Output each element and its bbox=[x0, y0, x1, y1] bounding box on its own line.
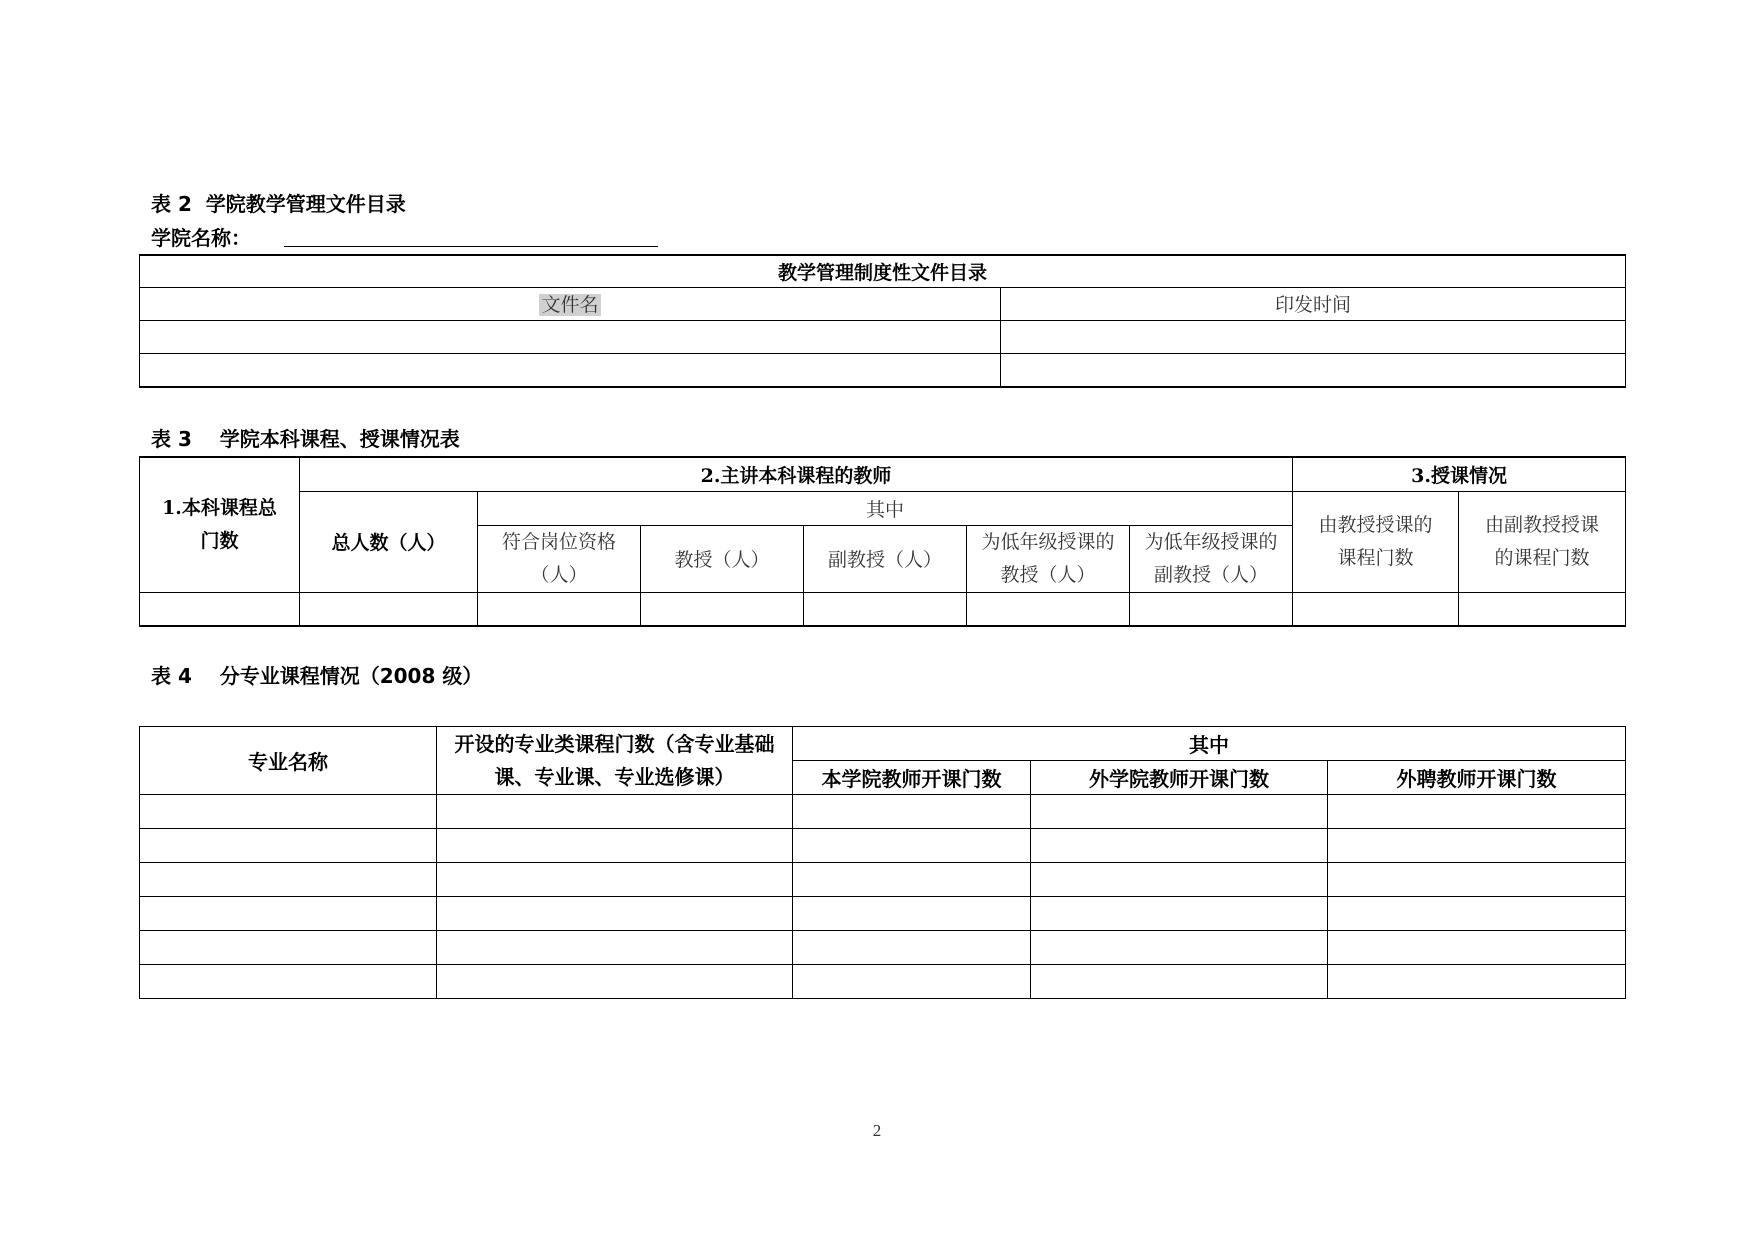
table4-major-courses bbox=[139, 726, 1626, 999]
table-cell[interactable] bbox=[1328, 965, 1626, 999]
table-row bbox=[140, 897, 1626, 931]
college-name-label: 学院名称： bbox=[151, 226, 251, 250]
table-cell[interactable] bbox=[793, 965, 1031, 999]
table-cell[interactable] bbox=[793, 931, 1031, 965]
table-cell[interactable] bbox=[1328, 931, 1626, 965]
header-courses-by-prof: 由教授授课的课程门数 bbox=[1293, 491, 1459, 592]
table-cell[interactable] bbox=[793, 897, 1031, 931]
table2-heading: 表 2 学院教学管理文件目录 bbox=[151, 192, 406, 216]
table-cell[interactable] bbox=[1001, 320, 1626, 353]
table-cell[interactable] bbox=[641, 592, 804, 626]
table-cell[interactable] bbox=[437, 931, 793, 965]
table-cell[interactable] bbox=[437, 795, 793, 829]
header-assoc-professor: 副教授（人） bbox=[804, 525, 967, 592]
header-courses-by-assoc: 由副教授授课的课程门数 bbox=[1459, 491, 1626, 592]
table-cell[interactable] bbox=[1328, 897, 1626, 931]
table-cell[interactable] bbox=[1328, 795, 1626, 829]
header-courses-offered: 开设的专业类课程门数（含专业基础课、专业课、专业选修课） bbox=[437, 727, 793, 795]
table-row bbox=[140, 320, 1626, 353]
table-row bbox=[140, 965, 1626, 999]
table-cell[interactable] bbox=[1031, 965, 1328, 999]
table3-heading: 表 3 学院本科课程、授课情况表 bbox=[151, 427, 460, 451]
table-row bbox=[140, 795, 1626, 829]
header-prof-lower-grade: 为低年级授课的教授（人） bbox=[967, 525, 1130, 592]
header-file-name bbox=[140, 287, 1001, 320]
table-cell[interactable] bbox=[437, 829, 793, 863]
table-cell[interactable] bbox=[437, 863, 793, 897]
header-other-college: 外学院教师开课门数 bbox=[1031, 761, 1328, 795]
table-cell[interactable] bbox=[140, 863, 437, 897]
header-teaching-group: 3.授课情况 bbox=[1293, 457, 1626, 491]
table-cell[interactable] bbox=[437, 897, 793, 931]
table-cell[interactable] bbox=[140, 897, 437, 931]
table4-heading: 表 4 分专业课程情况（2008 级） bbox=[151, 664, 483, 688]
header-teachers-group: 2.主讲本科课程的教师 bbox=[300, 457, 1293, 491]
table-cell[interactable] bbox=[1031, 931, 1328, 965]
page-number: 2 bbox=[872, 1121, 882, 1140]
table-row bbox=[140, 863, 1626, 897]
table-cell[interactable] bbox=[140, 353, 1001, 387]
table-cell[interactable] bbox=[140, 829, 437, 863]
table-cell[interactable] bbox=[967, 592, 1130, 626]
college-name-field[interactable] bbox=[284, 246, 658, 247]
header-major-name: 专业名称 bbox=[140, 727, 437, 795]
header-professor: 教授（人） bbox=[641, 525, 804, 592]
table-cell[interactable] bbox=[1031, 863, 1328, 897]
table-cell[interactable] bbox=[300, 592, 478, 626]
header-external: 外聘教师开课门数 bbox=[1328, 761, 1626, 795]
table-cell[interactable] bbox=[1031, 897, 1328, 931]
table-cell[interactable] bbox=[1459, 592, 1626, 626]
table3-course-teaching bbox=[139, 456, 1626, 627]
table-cell[interactable] bbox=[140, 931, 437, 965]
table-cell[interactable] bbox=[1031, 829, 1328, 863]
table-cell[interactable] bbox=[1328, 829, 1626, 863]
table-cell[interactable] bbox=[804, 592, 967, 626]
header-total-courses: 1.本科课程总门数 bbox=[140, 457, 300, 592]
table-row bbox=[140, 592, 1626, 626]
table-row bbox=[140, 353, 1626, 387]
table-cell[interactable] bbox=[1130, 592, 1293, 626]
table-cell[interactable] bbox=[1001, 353, 1626, 387]
table-cell[interactable] bbox=[1031, 795, 1328, 829]
header-among: 其中 bbox=[478, 491, 1293, 525]
table-row bbox=[140, 931, 1626, 965]
header-issue-time: 印发时间 bbox=[1001, 287, 1626, 320]
table-cell[interactable] bbox=[140, 320, 1001, 353]
table2-title-row: 教学管理制度性文件目录 bbox=[140, 255, 1626, 287]
table-cell[interactable] bbox=[793, 829, 1031, 863]
header-qualified: 符合岗位资格（人） bbox=[478, 525, 641, 592]
table-cell[interactable] bbox=[478, 592, 641, 626]
table-cell[interactable] bbox=[1293, 592, 1459, 626]
table-row bbox=[140, 829, 1626, 863]
header-assoc-lower-grade: 为低年级授课的副教授（人） bbox=[1130, 525, 1293, 592]
table-cell[interactable] bbox=[437, 965, 793, 999]
table-cell[interactable] bbox=[793, 795, 1031, 829]
table-cell[interactable] bbox=[140, 592, 300, 626]
table-cell[interactable] bbox=[140, 965, 437, 999]
table2-document-list bbox=[139, 254, 1626, 388]
header-own-college: 本学院教师开课门数 bbox=[793, 761, 1031, 795]
table-cell[interactable] bbox=[793, 863, 1031, 897]
table-cell[interactable] bbox=[1328, 863, 1626, 897]
header-among: 其中 bbox=[793, 727, 1626, 761]
file-name-label: 文件名 bbox=[541, 294, 599, 316]
header-total-people: 总人数（人） bbox=[300, 491, 478, 592]
table-cell[interactable] bbox=[140, 795, 437, 829]
